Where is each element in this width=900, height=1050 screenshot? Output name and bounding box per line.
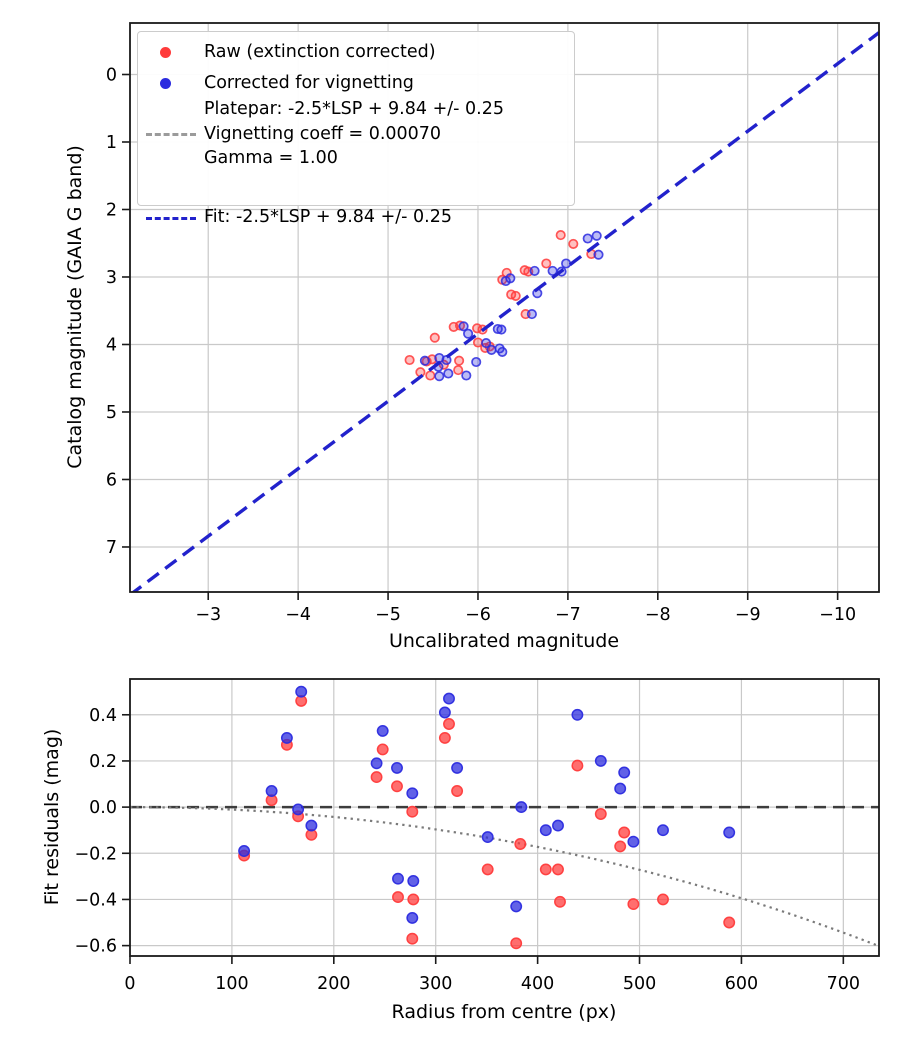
legend-corrected-marker bbox=[160, 78, 171, 89]
x-tick-label: −5 bbox=[375, 605, 401, 625]
data-point bbox=[658, 894, 668, 904]
data-point bbox=[724, 917, 734, 927]
data-point bbox=[502, 277, 510, 285]
data-point bbox=[724, 827, 734, 837]
x-tick-label: 700 bbox=[826, 974, 861, 994]
legend-platepar-line3: Gamma = 1.00 bbox=[204, 148, 338, 168]
y-tick-label: −0.4 bbox=[74, 890, 117, 911]
x-tick-label: 100 bbox=[215, 974, 249, 994]
data-point bbox=[516, 802, 526, 812]
x-tick-label: −7 bbox=[554, 605, 581, 625]
data-point bbox=[440, 707, 450, 717]
gridlines bbox=[130, 679, 879, 956]
legend-label-platepar bbox=[204, 97, 504, 171]
scatter-series-raw_marker bbox=[405, 231, 595, 380]
data-point bbox=[619, 827, 629, 837]
bottom-xaxis-label: Radius from centre (px) bbox=[391, 1001, 617, 1023]
data-point bbox=[557, 231, 565, 239]
data-point bbox=[431, 334, 439, 342]
data-point bbox=[553, 864, 563, 874]
data-point bbox=[542, 259, 550, 267]
axes-frame bbox=[130, 679, 879, 956]
y-tick-label: 7 bbox=[105, 537, 117, 558]
x-tick-label: −6 bbox=[465, 605, 491, 625]
legend-platepar-line1: Platepar: -2.5*LSP + 9.84 +/- 0.25 bbox=[204, 99, 504, 119]
legend-label-corrected: Corrected for vignetting bbox=[204, 73, 414, 93]
data-point bbox=[464, 330, 472, 338]
data-point bbox=[497, 325, 505, 333]
data-point bbox=[282, 733, 292, 743]
x-tick-label: −8 bbox=[644, 605, 671, 625]
data-point bbox=[393, 892, 403, 902]
data-point bbox=[407, 913, 417, 923]
x-tick-label: 200 bbox=[317, 974, 351, 994]
y-tick-label: 4 bbox=[105, 335, 117, 356]
y-tick-label: 0.2 bbox=[89, 751, 117, 772]
y-tick-label: 2 bbox=[105, 200, 117, 221]
data-point bbox=[239, 846, 249, 856]
scatter-series-corrected_marker bbox=[239, 687, 735, 924]
data-point bbox=[426, 371, 434, 379]
data-point bbox=[296, 687, 306, 697]
data-point bbox=[572, 710, 582, 720]
data-point bbox=[421, 357, 429, 365]
data-point bbox=[596, 756, 606, 766]
data-point bbox=[569, 240, 577, 248]
legend-label-fit: Fit: -2.5*LSP + 9.84 +/- 0.25 bbox=[204, 207, 452, 227]
data-point bbox=[407, 807, 417, 817]
data-point bbox=[483, 864, 493, 874]
x-tick-label: 400 bbox=[520, 974, 555, 994]
data-point bbox=[472, 358, 480, 366]
y-tick-label: 6 bbox=[105, 470, 117, 491]
data-point bbox=[511, 901, 521, 911]
data-point bbox=[594, 251, 602, 259]
x-tick-label: −3 bbox=[195, 605, 222, 625]
legend-platepar-line2: Vignetting coeff = 0.00070 bbox=[204, 123, 442, 144]
data-point bbox=[455, 357, 463, 365]
residuals-plot bbox=[75, 679, 880, 994]
x-tick-label: −9 bbox=[734, 605, 761, 625]
data-point bbox=[392, 781, 402, 791]
data-point bbox=[553, 820, 563, 830]
x-tick-label: −4 bbox=[285, 605, 312, 625]
data-point bbox=[628, 899, 638, 909]
x-tick-label: 0 bbox=[124, 974, 136, 994]
data-point bbox=[293, 804, 303, 814]
data-point bbox=[371, 758, 381, 768]
legend-fit-line-sample bbox=[146, 217, 196, 220]
top-xaxis-label: Uncalibrated magnitude bbox=[388, 630, 620, 652]
data-point bbox=[454, 366, 462, 374]
legend-label-raw: Raw (extinction corrected) bbox=[204, 42, 436, 62]
data-point bbox=[530, 267, 538, 275]
x-tick-label: 500 bbox=[622, 974, 657, 994]
data-point bbox=[596, 809, 606, 819]
data-point bbox=[392, 763, 402, 773]
data-point bbox=[444, 369, 452, 377]
data-point bbox=[628, 837, 638, 847]
y-tick-label: −0.6 bbox=[74, 936, 117, 957]
data-point bbox=[512, 292, 520, 300]
data-point bbox=[615, 783, 625, 793]
data-point bbox=[444, 719, 454, 729]
data-point bbox=[408, 876, 418, 886]
y-tick-label: 1 bbox=[105, 132, 117, 153]
data-point bbox=[615, 841, 625, 851]
data-point bbox=[498, 348, 506, 356]
data-point bbox=[593, 232, 601, 240]
top-yaxis-label: Catalog magnitude (GAIA G band) bbox=[64, 145, 86, 469]
data-point bbox=[378, 744, 388, 754]
legend-raw-marker bbox=[160, 47, 171, 58]
x-tick-label: 300 bbox=[419, 974, 453, 994]
data-point bbox=[440, 733, 450, 743]
data-point bbox=[407, 934, 417, 944]
data-point bbox=[452, 763, 462, 773]
data-point bbox=[306, 820, 316, 830]
data-point bbox=[658, 825, 668, 835]
data-point bbox=[405, 356, 413, 364]
y-tick-label: 3 bbox=[105, 267, 117, 288]
data-point bbox=[511, 938, 521, 948]
data-point bbox=[371, 772, 381, 782]
legend-platepar-line-sample bbox=[146, 133, 196, 136]
y-tick-label: 0 bbox=[105, 65, 117, 86]
data-point bbox=[483, 832, 493, 842]
data-point bbox=[408, 894, 418, 904]
data-point bbox=[378, 726, 388, 736]
y-tick-label: 5 bbox=[105, 402, 117, 423]
data-point bbox=[266, 786, 276, 796]
data-point bbox=[462, 371, 470, 379]
data-point bbox=[435, 372, 443, 380]
data-point bbox=[541, 825, 551, 835]
data-point bbox=[515, 839, 525, 849]
data-point bbox=[584, 234, 592, 242]
y-tick-label: −0.2 bbox=[74, 844, 117, 865]
x-tick-label: −10 bbox=[819, 605, 857, 625]
data-point bbox=[555, 897, 565, 907]
bottom-yaxis-label: Fit residuals (mag) bbox=[41, 728, 63, 906]
data-point bbox=[393, 874, 403, 884]
tick-labels bbox=[75, 706, 861, 994]
data-point bbox=[487, 346, 495, 354]
x-tick-label: 600 bbox=[724, 974, 759, 994]
legend bbox=[137, 31, 575, 227]
vignetting-model-curve bbox=[130, 807, 879, 946]
data-point bbox=[528, 310, 536, 318]
data-point bbox=[541, 864, 551, 874]
data-point bbox=[444, 693, 454, 703]
data-point bbox=[407, 788, 417, 798]
data-point bbox=[572, 760, 582, 770]
y-tick-label: 0.0 bbox=[89, 798, 117, 819]
data-point bbox=[452, 786, 462, 796]
y-tick-label: 0.4 bbox=[89, 705, 117, 726]
data-point bbox=[619, 767, 629, 777]
